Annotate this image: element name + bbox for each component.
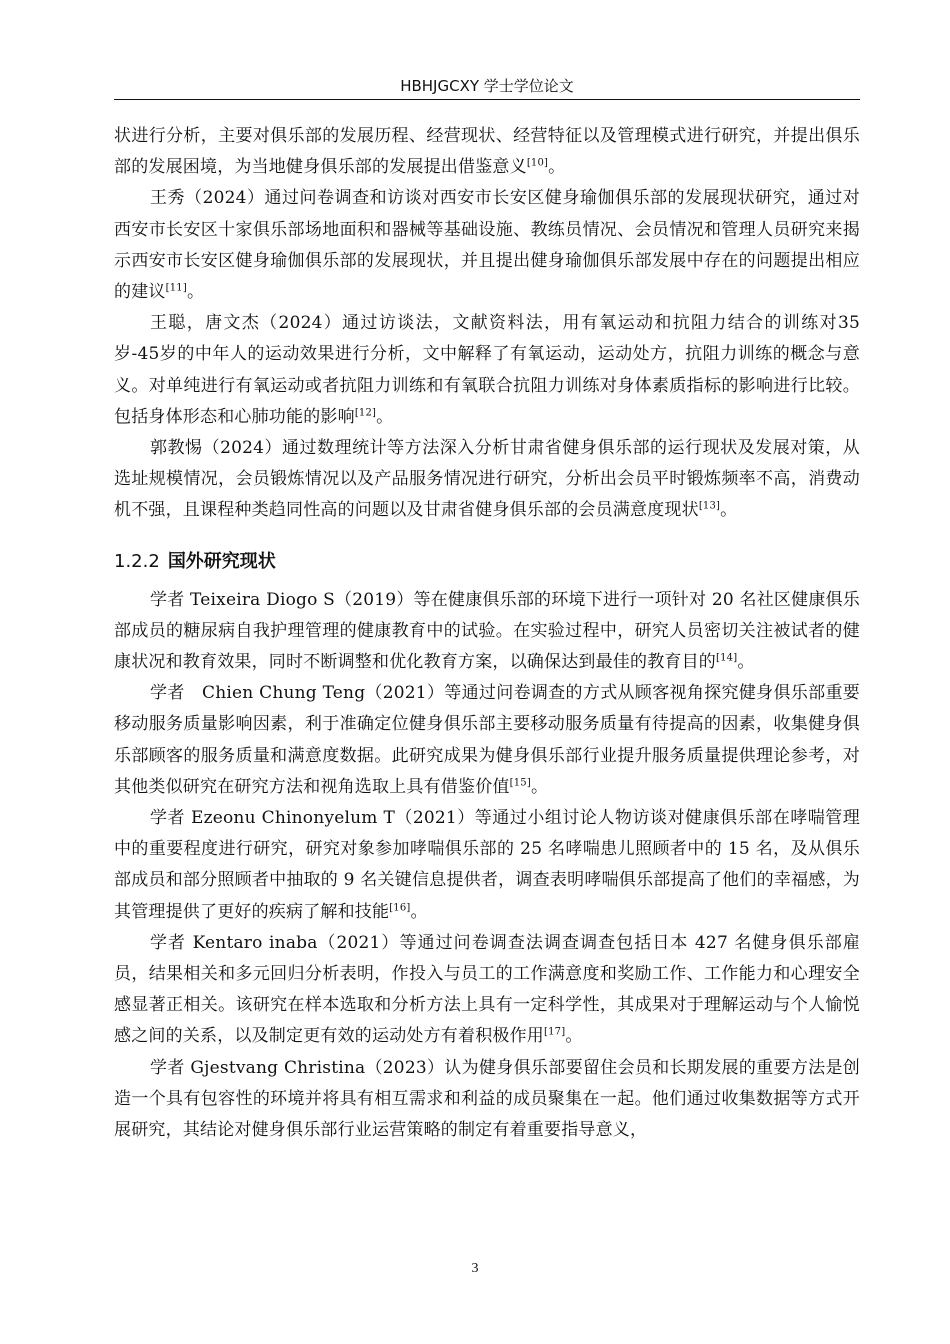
paragraph-text: 王聪，唐文杰（2024）通过访谈法，文献资料法，用有氧运动和抗阻力结合的训练对35岁-45岁的中年人的运动效果进行分析，文中解释了有氧运动，运动处方，抗阻力训练的概念与意义。对单纯进行有氧运动或者抗阻力训练和有氧联合抗阻力训练对身体素质指标的影响进行比较。包括身体形态和心肺功能的影响	[114, 313, 860, 427]
paragraph	[114, 678, 860, 803]
paragraph-text: 王秀（2024）通过问卷调查和访谈对西安市长安区健身瑜伽俱乐部的发展现状研究，通过对西安市长安区十家俱乐部场地面积和器械等基础设施、教练员情况、会员情况和管理人员研究来揭示西安市长安区健身瑜伽俱乐部的发展现状，并且提出健身瑜伽俱乐部发展中存在的问题提出相应的建议	[114, 188, 860, 303]
paragraph	[114, 121, 860, 183]
paragraph-tail: 。	[376, 406, 394, 427]
paragraph	[114, 308, 860, 433]
page-number: 3	[471, 1261, 479, 1276]
header-rule	[114, 99, 860, 100]
paragraph-tail: 。	[720, 500, 738, 521]
running-header: HBHJGCXY 学士学位论文	[400, 77, 574, 95]
paragraph-text: 学者 Chien Chung Teng（2021）等通过问卷调查的方式从顾客视角探究健身俱乐部重要移动服务质量影响因素，利于准确定位健身俱乐部主要移动服务质量有待提高的因素，收集健身俱乐部顾客的服务质量和满意度数据。此研究成果为健身俱乐部行业提升服务质量提供理论参考，对其他类似研究在研究方法和视角选取上具有借鉴价值	[114, 683, 860, 797]
citation-ref: [17]	[544, 1026, 566, 1038]
paragraph	[114, 433, 860, 527]
paragraph	[114, 585, 860, 679]
paragraph	[114, 1053, 860, 1147]
section-title: 国外研究现状	[167, 550, 276, 572]
citation-ref: [16]	[389, 902, 411, 914]
paragraph-tail: 。	[737, 652, 755, 673]
paragraph	[114, 803, 860, 928]
section-heading	[114, 549, 860, 575]
citation-ref: [11]	[165, 282, 187, 294]
paragraph-tail: 。	[410, 901, 428, 922]
citation-ref: [14]	[716, 652, 738, 664]
paragraph-text: 郭教惕（2024）通过数理统计等方法深入分析甘肃省健身俱乐部的运行现状及发展对策，从选址规模情况，会员锻炼情况以及产品服务情况进行研究，分析出会员平时锻炼频率不高，消费动机不强，且课程种类趋同性高的问题以及甘肃省健身俱乐部的会员满意度现状	[114, 438, 860, 521]
paragraph-tail: 。	[186, 282, 205, 303]
paragraph-text: 学者 Gjestvang Christina（2023）认为健身俱乐部要留住会员和长期发展的重要方法是创造一个具有包容性的环境并将具有相互需求和利益的成员聚集在一起。他们通过收集数据等方式开展研究，其结论对健身俱乐部行业运营策略的制定有着重要指导意义，	[114, 1057, 860, 1141]
paragraph	[114, 928, 860, 1053]
citation-ref: [13]	[698, 500, 721, 512]
section-number: 1.2.2	[114, 550, 160, 572]
citation-ref: [12]	[354, 407, 377, 419]
citation-ref: [15]	[509, 777, 531, 789]
paragraph-tail: 。	[565, 1026, 583, 1047]
paragraph-text: 学者 Ezeonu Chinonyelum T（2021）等通过小组讨论人物访谈对健康俱乐部在哮喘管理中的重要程度进行研究，研究对象参加哮喘俱乐部的 25 名哮喘患儿照顾者中的 15 名，及从俱乐部成员和部分照顾者中抽取的 9 名关键信息提供者，调查表明哮喘俱乐部提高了他们的幸福感，为其管理提供了更好的疾病了解和技能	[114, 808, 860, 922]
paragraph-text: 学者 Kentaro inaba（2021）等通过问卷调查法调查调查包括日本 427 名健身俱乐部雇员，结果相关和多元回归分析表明，作投入与员工的工作满意度和奖励工作、工作能力和心理安全感显著正相关。该研究在样本选取和分析方法上具有一定科学性，其成果对于理解运动与个人愉悦感之间的关系，以及制定更有效的运动处方有着积极作用	[114, 932, 860, 1047]
paragraph-tail: 。	[548, 157, 566, 178]
body-text	[114, 121, 860, 1146]
citation-ref: [10]	[526, 157, 549, 169]
paragraph-tail: 。	[530, 776, 549, 797]
paragraph-text: 学者 Teixeira Diogo S（2019）等在健康俱乐部的环境下进行一项针对 20 名社区健康俱乐部成员的糖尿病自我护理管理的健康教育中的试验。在实验过程中，研究人员密切关注被试者的健康状况和教育效果，同时不断调整和优化教育方案，以确保达到最佳的教育目的	[114, 589, 860, 673]
paragraph	[114, 183, 860, 308]
paragraph-text: 状进行分析，主要对俱乐部的发展历程、经营现状、经营特征以及管理模式进行研究，并提出俱乐部的发展困境，为当地健身俱乐部的发展提出借鉴意义	[114, 126, 860, 178]
